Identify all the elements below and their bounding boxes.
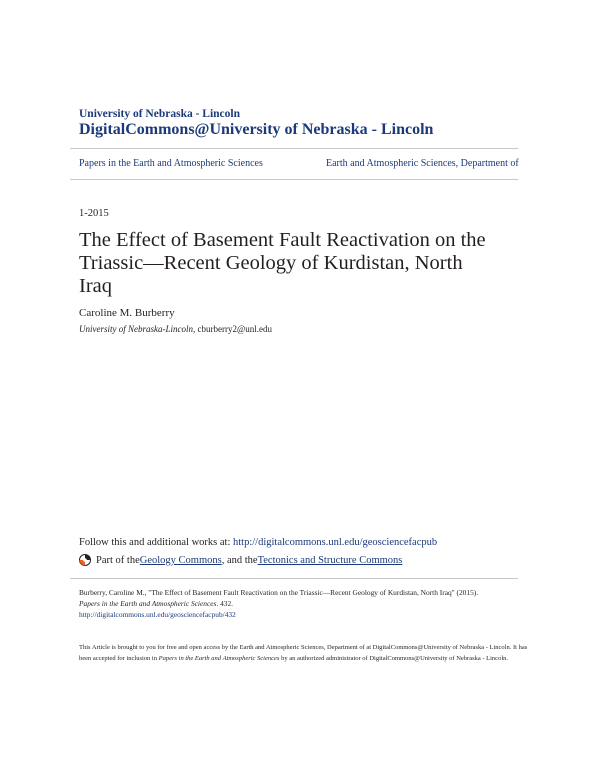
citation-number: . 432.	[216, 599, 234, 608]
geology-commons-link[interactable]: Geology Commons	[139, 554, 222, 566]
notice-text-2: by an authorized administrator of DigitalCommons@University of Nebraska - Lincoln.	[279, 654, 508, 662]
paper-title	[79, 229, 529, 298]
title-line-2: Triassic—Recent Geology of Kurdistan, North	[79, 252, 463, 274]
citation-block	[79, 587, 529, 620]
title-line-3: Iraq	[79, 275, 113, 297]
series-link[interactable]: Papers in the Earth and Atmospheric Sciences	[79, 158, 263, 169]
nav-top-divider	[70, 148, 518, 149]
citation-text: Burberry, Caroline M., "The Effect of Basement Fault Reactivation on the Triassic—Recent Geology of Kurdistan, North Iraq" (2015).	[79, 588, 479, 597]
notice-journal: Papers in the Earth and Atmospheric Sciences	[158, 654, 280, 662]
part-of-prefix: Part of the	[96, 554, 140, 566]
title-line-1: The Effect of Basement Fault Reactivation on the	[79, 229, 486, 251]
author-name: Caroline M. Burberry	[79, 307, 175, 319]
citation-divider	[70, 578, 518, 579]
citation-journal: Papers in the Earth and Atmospheric Sciences	[79, 599, 217, 608]
follow-line	[79, 537, 437, 548]
part-of-line	[79, 554, 402, 566]
author-email: , cburberry2@unl.edu	[193, 324, 273, 334]
department-link[interactable]: Earth and Atmospheric Sciences, Department of	[326, 158, 519, 169]
notice-text-1: This Article is brought to you for free and open access by the Earth and Atmospheric Sciences, Department of at DigitalCommons@University of Nebraska - Lincoln. It has been accepted for inclusion in	[79, 644, 528, 662]
and-the-text: , and the	[221, 554, 258, 566]
author-affiliation	[79, 324, 272, 334]
affiliation-name: University of Nebraska-Lincoln	[79, 324, 193, 334]
collection-url-link[interactable]: http://digitalcommons.unl.edu/geosciencefacpub	[233, 537, 438, 548]
citation-url-link[interactable]: http://digitalcommons.unl.edu/geosciencefacpub/432	[79, 610, 236, 619]
follow-prefix: Follow this and additional works at:	[79, 537, 233, 548]
network-commons-icon	[79, 554, 91, 566]
institution-name: University of Nebraska - Lincoln	[79, 108, 240, 120]
tectonics-commons-link[interactable]: Tectonics and Structure Commons	[257, 554, 403, 566]
access-notice	[79, 643, 529, 664]
nav-bottom-divider	[70, 179, 518, 180]
repository-name[interactable]: DigitalCommons@University of Nebraska - Lincoln	[79, 121, 434, 138]
publication-date: 1-2015	[79, 208, 109, 219]
